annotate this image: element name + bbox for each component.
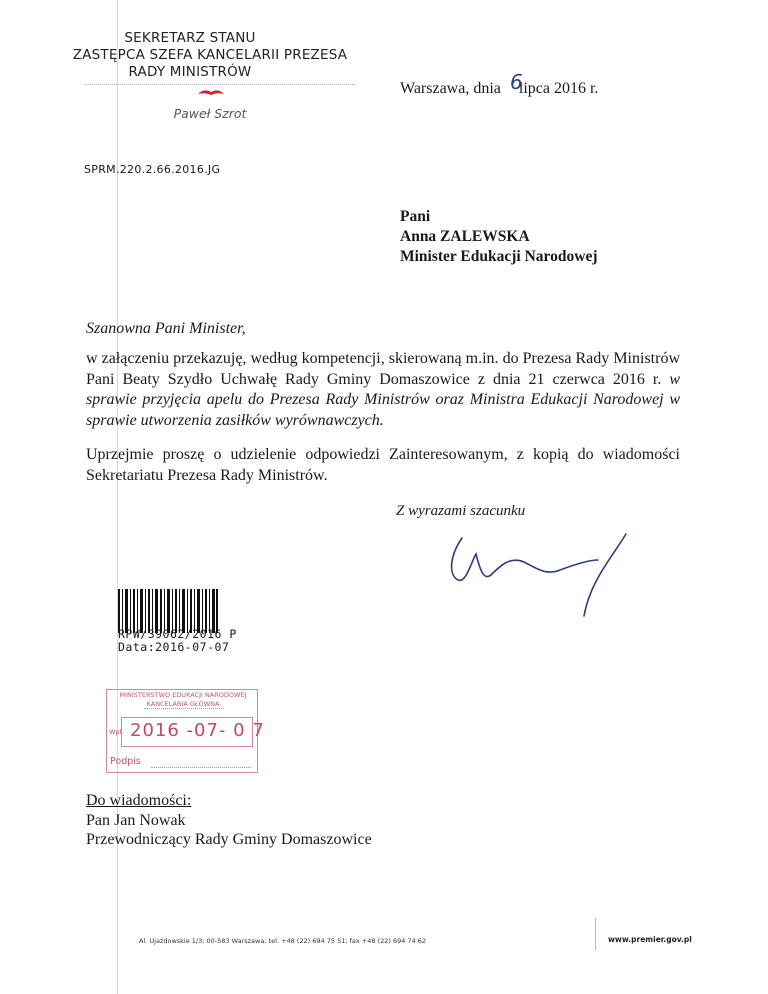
handwritten-signature-icon — [440, 530, 640, 620]
salutation: Szanowna Pani Minister, — [86, 320, 246, 337]
footer-address: Al. Ujazdowskie 1/3; 00-583 Warszawa; tel. +48 (22) 694 75 51; fax +48 (22) 694 74 62 — [139, 937, 427, 945]
header-title-line3: RADY MINISTRÓW — [128, 64, 252, 80]
stamp-divider — [144, 708, 224, 709]
cc-recipient-position: Przewodniczący Rady Gminy Domaszowice — [86, 831, 372, 848]
header-title-line2: ZASTĘPCA SZEFA KANCELARII PREZESA — [72, 47, 348, 63]
header-title-line1: SEKRETARZ STANU — [124, 30, 256, 46]
addressee-block — [400, 207, 597, 267]
resolution-title: w sprawie przyjęcia apelu do Prezesa Rady Ministrów oraz Ministra Edukacji Narodowej w sprawie utworzenia zasiłków wyrównawczych. — [86, 370, 681, 429]
header-divider — [85, 84, 355, 85]
paragraph-1 — [86, 349, 680, 431]
paragraph-1-text: w załączeniu przekazuję, według kompetencji, skierowaną m.in. do Prezesa Rady Ministrów Pani Beaty Szydło Uchwałę Rady Gminy Domaszowice z dnia 21 czerwca 2016 r. — [86, 350, 680, 388]
registry-date: Data:2016-07-07 — [118, 640, 230, 654]
date-prefix: Warszawa, dnia — [400, 80, 501, 97]
footer-website: www.premier.gov.pl — [608, 935, 692, 944]
stamp-received-label: Wpł. — [109, 728, 124, 736]
footer-divider — [595, 918, 596, 950]
addressee-name: Anna ZALEWSKA — [400, 228, 530, 245]
receipt-stamp — [106, 689, 265, 774]
signer-name: Paweł Szrot — [173, 106, 247, 121]
stamp-office: KANCELARIA GŁÓWNA — [146, 700, 220, 708]
cc-heading: Do wiadomości: — [86, 792, 192, 809]
reference-number: SPRM.220.2.66.2016.JG — [84, 163, 221, 176]
stamp-date: 2016 -07- 0 7 — [130, 720, 265, 741]
addressee-title: Pani — [400, 208, 431, 225]
stamp-ministry: MINISTERSTWO EDUKACJI NARODOWEJ — [119, 691, 247, 699]
registry-number — [118, 628, 237, 654]
stamp-signature-label: Podpis — [110, 756, 141, 767]
date-suffix: lipca 2016 r. — [518, 80, 599, 97]
place-date — [400, 80, 598, 98]
paragraph-2: Uprzejmie proszę o udzielenie odpowiedzi Zainteresowanym, z kopią do wiadomości Sekretariatu Prezesa Rady Ministrów. — [86, 446, 680, 484]
eagle-emblem-icon — [196, 87, 226, 97]
cc-recipient-name: Pan Jan Nowak — [86, 812, 186, 829]
addressee-position: Minister Edukacji Narodowej — [400, 248, 598, 265]
stamp-signature-line — [151, 767, 251, 768]
registry-id: RPW/39062/2016 P — [118, 627, 237, 641]
handwritten-day: 6 — [510, 70, 523, 94]
closing-phrase: Z wyrazami szacunku — [396, 503, 526, 519]
